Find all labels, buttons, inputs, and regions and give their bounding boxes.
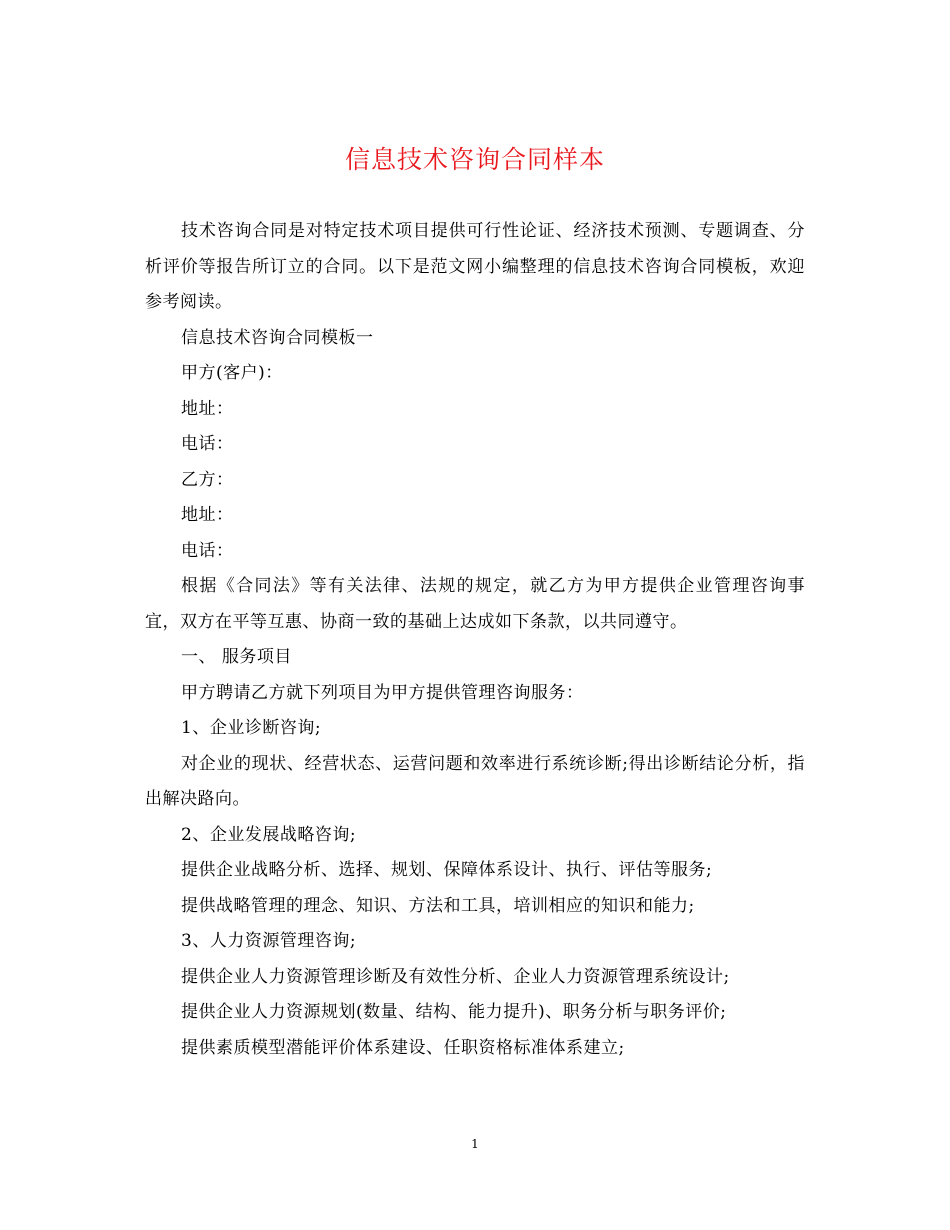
- paragraph-services-intro: 甲方聘请乙方就下列项目为甲方提供管理咨询服务：: [181, 682, 584, 703]
- paragraph-item-2-detail-b: 提供战略管理的理念、知识、方法和工具，培训相应的知识和能力;: [181, 895, 695, 916]
- paragraph-item-3-detail-c: 提供素质模型潜能评价体系建设、任职资格标准体系建立;: [181, 1037, 625, 1058]
- paragraph-item-1: 1、企业诊断咨询;: [181, 718, 322, 738]
- paragraph-item-2-detail-a: 提供企业战略分析、选择、规划、保障体系设计、执行、评估等服务;: [181, 860, 713, 880]
- paragraph-party-b-phone: 电话：: [181, 540, 234, 561]
- paragraph-party-a-phone: 电话：: [181, 434, 234, 454]
- paragraph-item-3: 3、人力资源管理咨询;: [181, 931, 357, 951]
- paragraph-item-2: 2、企业发展战略咨询;: [181, 824, 357, 845]
- paragraph-party-b-address: 地址：: [181, 505, 234, 525]
- document-body: [145, 214, 805, 1066]
- paragraph-template-heading: 信息技术咨询合同模板一: [181, 327, 374, 348]
- paragraph-item-1-detail: 对企业的现状、经营状态、运营问题和效率进行系统诊断;得出诊断结论分析，指出解决路向。: [145, 753, 805, 809]
- paragraph-party-a-address: 地址：: [181, 398, 234, 419]
- paragraph-item-3-detail-b: 提供企业人力资源规划(数量、结构、能力提升)、职务分析与职务评价;: [181, 1002, 727, 1022]
- paragraph-section-one-heading: 一、 服务项目: [181, 647, 292, 667]
- document-title: 信息技术咨询合同样本: [344, 145, 605, 174]
- page-number: 1: [471, 1137, 479, 1151]
- paragraph-legal-basis: 根据《合同法》等有关法律、法规的规定，就乙方为甲方提供企业管理咨询事宜，双方在平等互惠、协商一致的基础上达成如下条款，以共同遵守。: [145, 576, 805, 632]
- paragraph-intro: 技术咨询合同是对特定技术项目提供可行性论证、经济技术预测、专题调查、分析评价等报告所订立的合同。以下是范文网小编整理的信息技术咨询合同模板，欢迎参考阅读。: [145, 221, 805, 312]
- paragraph-party-b: 乙方：: [181, 469, 234, 490]
- paragraph-item-3-detail-a: 提供企业人力资源管理诊断及有效性分析、企业人力资源管理系统设计;: [181, 966, 730, 987]
- paragraph-party-a: 甲方(客户)：: [181, 363, 283, 383]
